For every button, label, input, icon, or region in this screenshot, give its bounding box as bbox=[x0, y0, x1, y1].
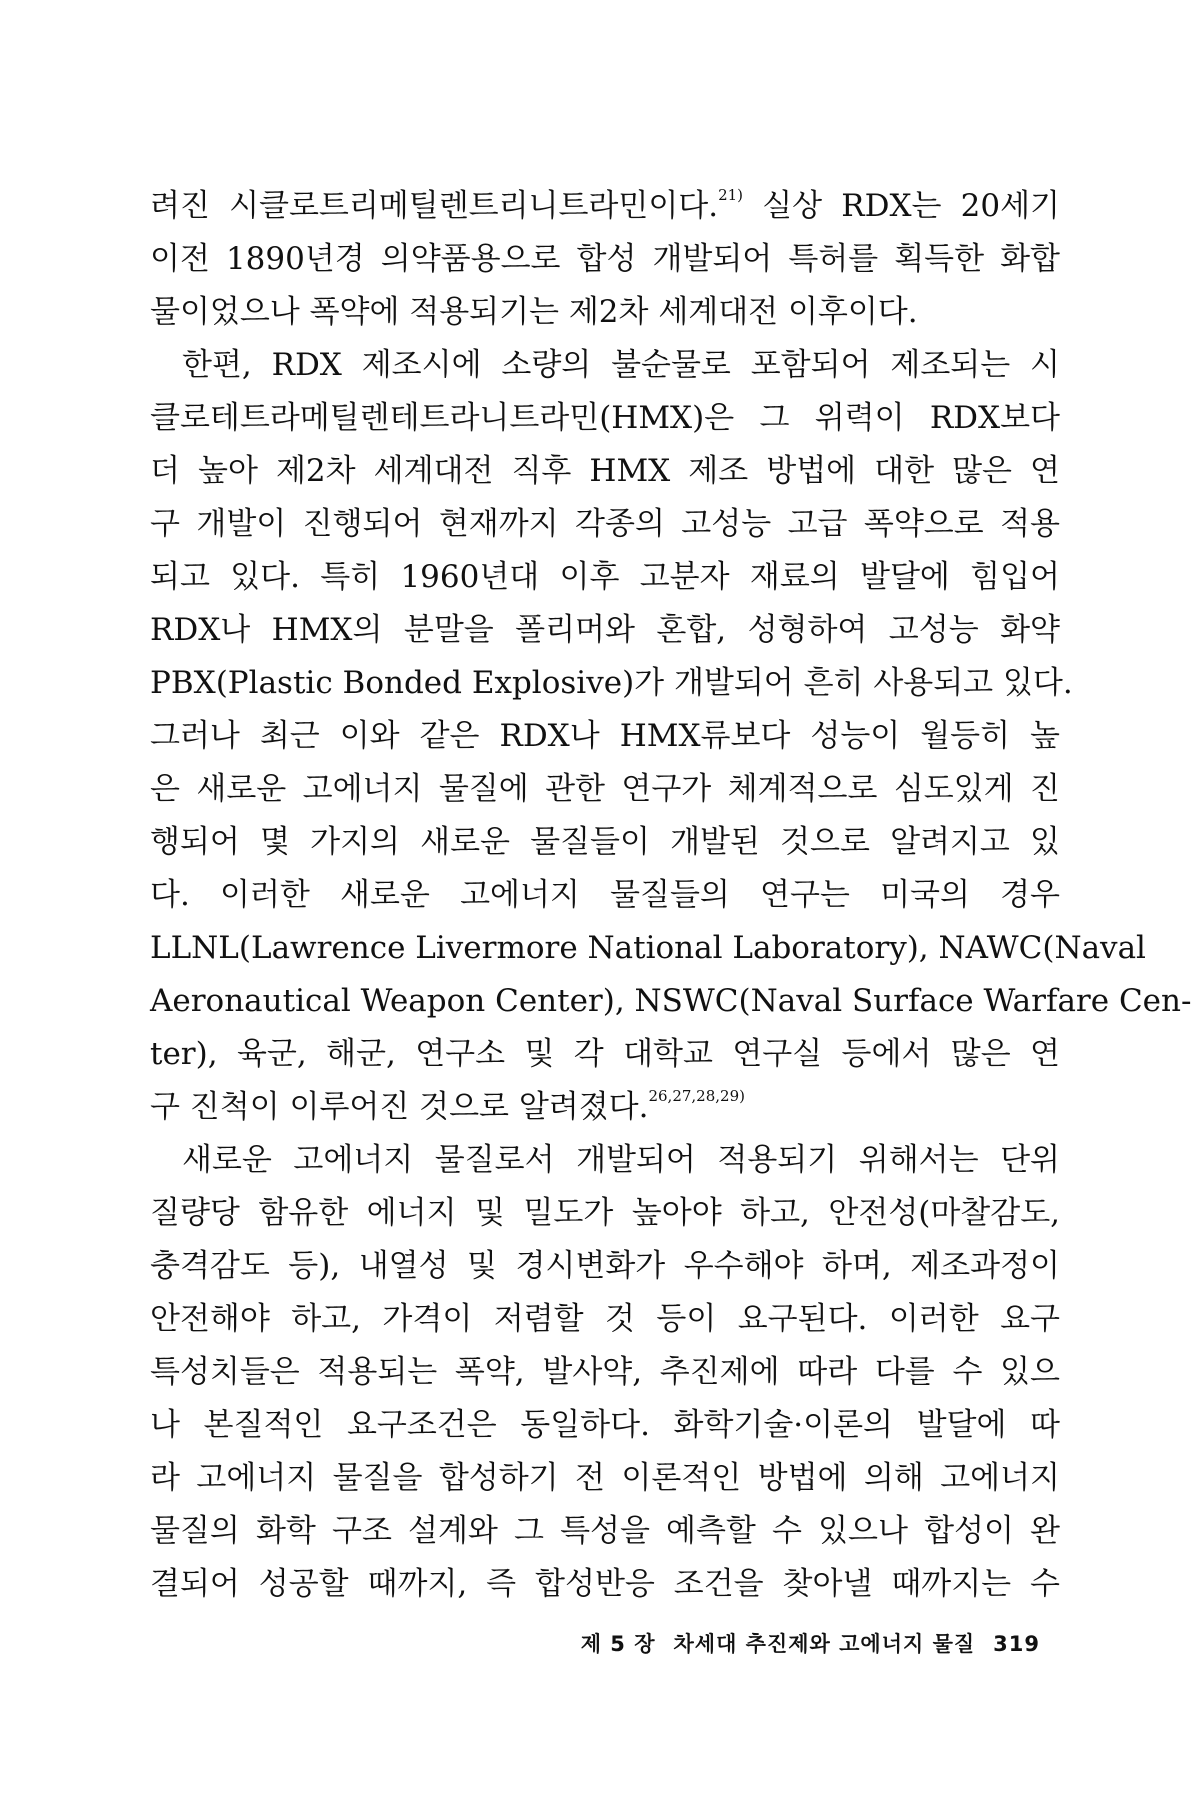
text-line: LLNL(Lawrence Livermore National Laboratory), NAWC(Naval bbox=[150, 930, 1146, 966]
text-line: 행되어 몇 가지의 새로운 물질들이 개발된 것으로 알려지고 있 bbox=[150, 824, 1060, 860]
text-line: 더 높아 제2차 세계대전 직후 HMX 제조 방법에 대한 많은 연 bbox=[150, 453, 1060, 489]
body-text bbox=[150, 180, 1192, 1611]
text-line: PBX(Plastic Bonded Explosive)가 개발되어 흔히 사용되고 있다. bbox=[150, 665, 1073, 701]
paragraph-start-line: 새로운 고에너지 물질로서 개발되어 적용되기 위해서는 단위 bbox=[182, 1142, 1060, 1178]
footnote-ref: 26,27,28,29) bbox=[648, 1087, 745, 1105]
text-line: 안전해야 하고, 가격이 저렴할 것 등이 요구된다. 이러한 요구 bbox=[150, 1301, 1060, 1337]
running-footer bbox=[470, 1628, 1040, 1658]
footnote-ref: 21) bbox=[718, 186, 744, 204]
paragraph-start-line: 한편, RDX 제조시에 소량의 불순물로 포함되어 제조되는 시 bbox=[182, 347, 1060, 383]
text-line: 질량당 함유한 에너지 및 밀도가 높아야 하고, 안전성(마찰감도, bbox=[150, 1195, 1060, 1231]
chapter-label: 제 5 장 bbox=[580, 1632, 656, 1656]
text-line: Aeronautical Weapon Center), NSWC(Naval Surface Warfare Cen- bbox=[150, 983, 1192, 1019]
text-line: ter), 육군, 해군, 연구소 및 각 대학교 연구실 등에서 많은 연 bbox=[150, 1036, 1060, 1072]
page-number: 319 bbox=[993, 1632, 1040, 1656]
text-line: 다. 이러한 새로운 고에너지 물질들의 연구는 미국의 경우 bbox=[150, 877, 1060, 913]
text-line: 은 새로운 고에너지 물질에 관한 연구가 체계적으로 심도있게 진 bbox=[150, 771, 1060, 807]
text-line: 려진 시클로트리메틸렌트리니트라민이다.$^{21)}$ 실상 RDX는 20세기 bbox=[150, 186, 1060, 224]
text-line: 특성치들은 적용되는 폭약, 발사약, 추진제에 따라 다를 수 있으 bbox=[150, 1354, 1060, 1390]
text-line: 되고 있다. 특히 1960년대 이후 고분자 재료의 발달에 힘입어 bbox=[150, 559, 1060, 595]
text-line: 그러나 최근 이와 같은 RDX나 HMX류보다 성능이 월등히 높 bbox=[150, 718, 1060, 754]
text-line: 구 진척이 이루어진 것으로 알려졌다.$^{26,27,28,29)}$ bbox=[150, 1087, 745, 1125]
chapter-title: 차세대 추진제와 고에너지 물질 bbox=[673, 1632, 976, 1656]
text-line: 나 본질적인 요구조건은 동일하다. 화학기술·이론의 발달에 따 bbox=[150, 1407, 1060, 1443]
text-line: 물이었으나 폭약에 적용되기는 제2차 세계대전 이후이다. bbox=[150, 294, 918, 330]
text-line: RDX나 HMX의 분말을 폴리머와 혼합, 성형하여 고성능 화약 bbox=[150, 612, 1060, 648]
text-line: 이전 1890년경 의약품용으로 합성 개발되어 특허를 획득한 화합 bbox=[150, 241, 1060, 277]
text-line: 라 고에너지 물질을 합성하기 전 이론적인 방법에 의해 고에너지 bbox=[150, 1460, 1060, 1496]
text-line: 클로테트라메틸렌테트라니트라민(HMX)은 그 위력이 RDX보다 bbox=[150, 400, 1060, 436]
text-line: 물질의 화학 구조 설계와 그 특성을 예측할 수 있으나 합성이 완 bbox=[150, 1513, 1060, 1549]
text-line: 결되어 성공할 때까지, 즉 합성반응 조건을 찾아낼 때까지는 수 bbox=[150, 1566, 1060, 1602]
text-line: 구 개발이 진행되어 현재까지 각종의 고성능 고급 폭약으로 적용 bbox=[150, 506, 1060, 542]
text-line: 충격감도 등), 내열성 및 경시변화가 우수해야 하며, 제조과정이 bbox=[150, 1248, 1060, 1284]
